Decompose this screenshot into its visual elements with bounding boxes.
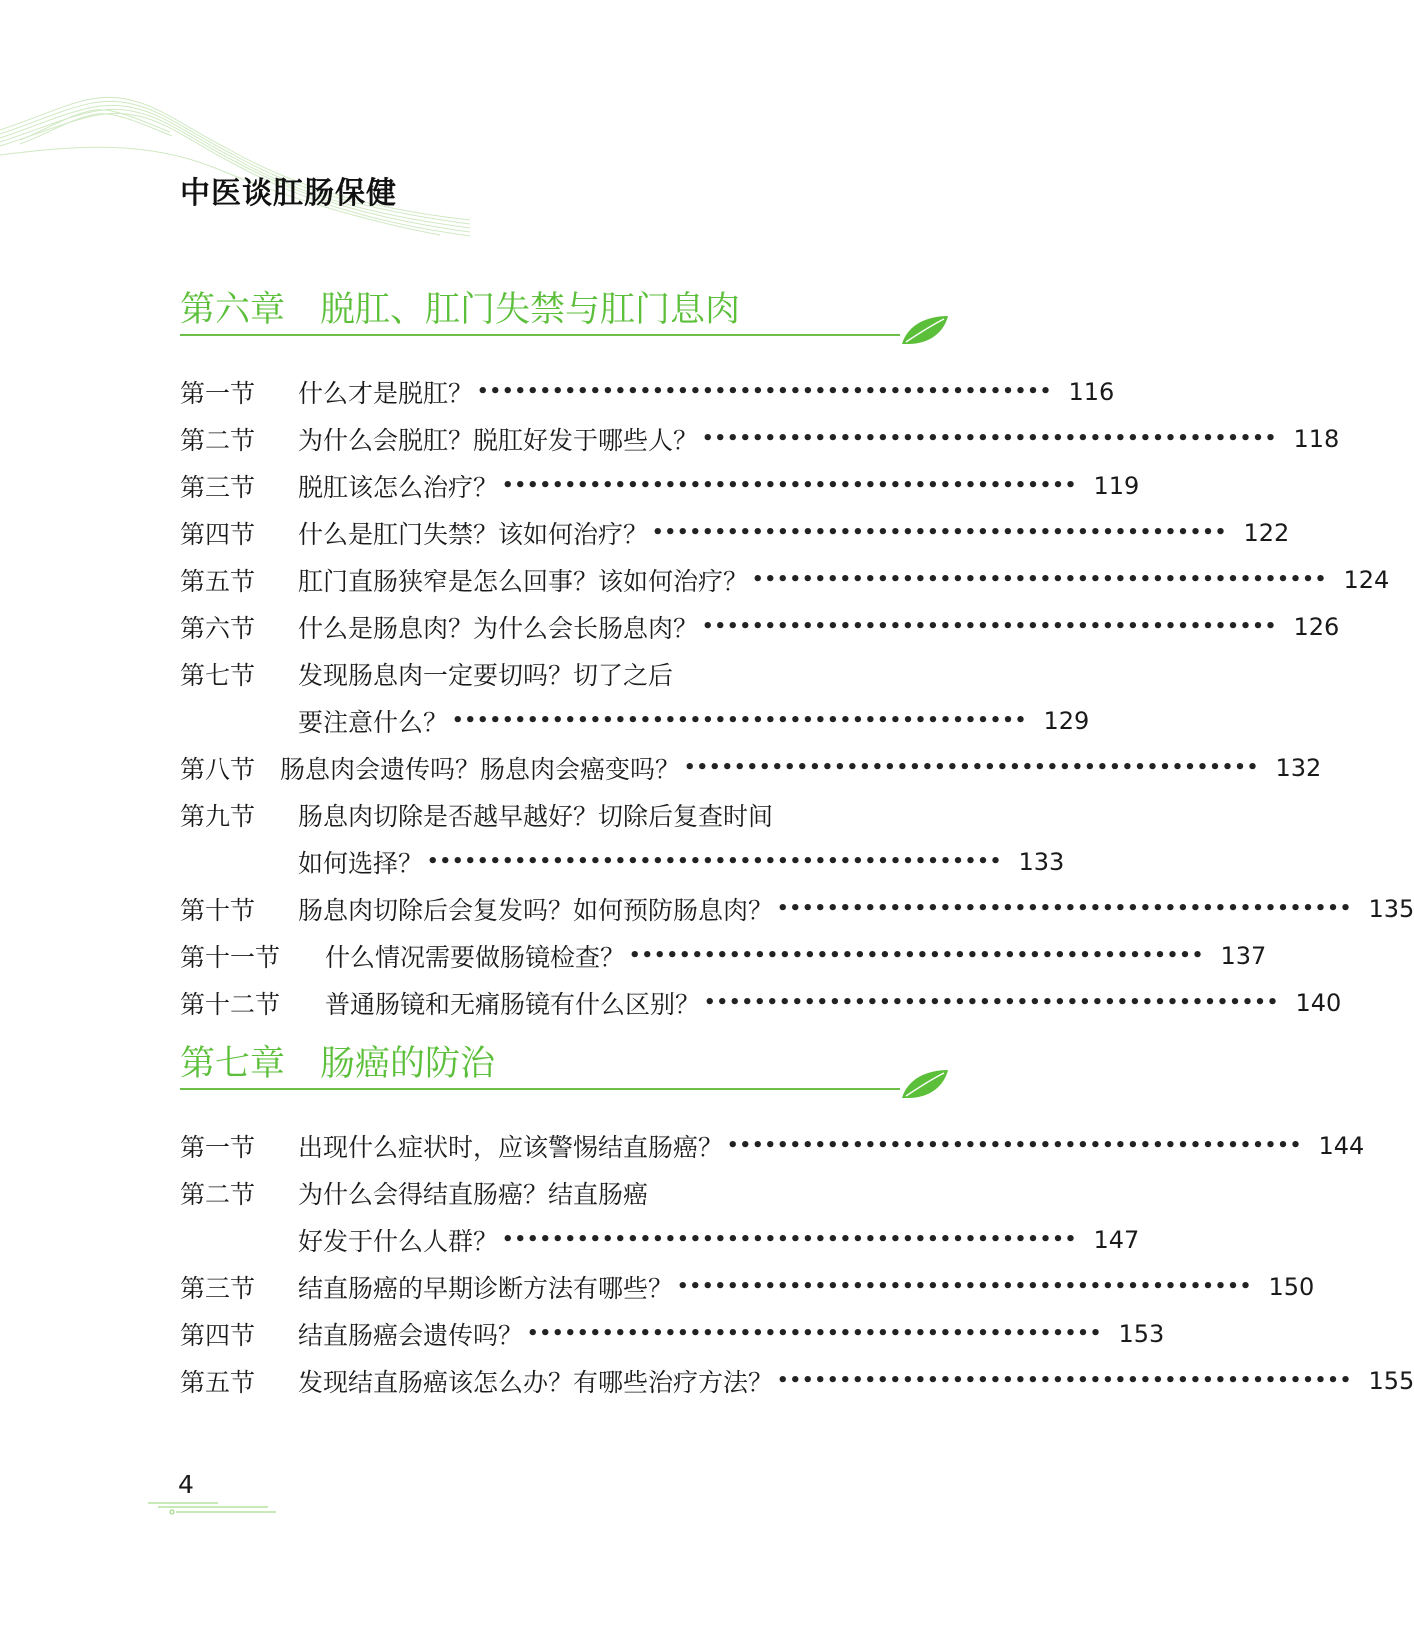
toc-entry[interactable] [180, 650, 950, 697]
toc-entry[interactable] [180, 1122, 1365, 1169]
section-title: 肠息肉切除后会复发吗？如何预防肠息肉？ [298, 895, 774, 925]
section-number: 第十节 [180, 895, 256, 925]
dot-leader: •••••••••••••••••••••••••••••••••••••••••••••• [477, 381, 1053, 402]
section-title: 肠息肉会遗传吗？肠息肉会癌变吗？ [280, 754, 681, 784]
section-title: 什么才是脱肛？ [298, 378, 474, 408]
section-title: 普通肠镜和无痛肠镜有什么区别？ [325, 989, 701, 1019]
dot-leader: •••••••••••••••••••••••••••••••••••••••••••••• [702, 616, 1278, 637]
section-title: 肠息肉切除是否越早越好？切除后复查时间 [298, 801, 774, 831]
section-title: 肛门直肠狭窄是怎么回事？该如何治疗？ [298, 566, 749, 596]
section-number: 第九节 [180, 801, 256, 831]
dot-leader: •••••••••••••••••••••••••••••••••••••••••••••• [502, 1229, 1078, 1250]
chapter-6-section [180, 282, 1414, 1026]
chapter-heading [180, 1036, 950, 1108]
toc-entry[interactable] [180, 462, 1140, 509]
toc-entry[interactable] [180, 556, 1390, 603]
page-ref: 126 [1293, 612, 1340, 641]
toc-entry-continued[interactable] [180, 697, 1090, 744]
toc-entry-continued[interactable] [180, 838, 1065, 885]
dot-leader: •••••••••••••••••••••••••••••••••••••••••••••• [629, 945, 1205, 966]
toc-entry[interactable] [180, 368, 1115, 415]
leaf-icon [900, 1066, 950, 1102]
dot-leader: •••••••••••••••••••••••••••••••••••••••••••••• [677, 1276, 1253, 1297]
dot-leader: •••••••••••••••••••••••••••••••••••••••••••••• [704, 992, 1280, 1013]
dot-leader: •••••••••••••••••••••••••••••••••••••••••••••• [702, 428, 1278, 449]
section-title: 如何选择？ [298, 848, 424, 878]
toc-entry[interactable] [180, 885, 1414, 932]
section-number: 第五节 [180, 566, 256, 596]
toc-entry[interactable] [180, 744, 1322, 791]
section-title: 出现什么症状时，应该警惕结直肠癌？ [298, 1132, 724, 1162]
section-title: 发现肠息肉一定要切吗？切了之后 [298, 660, 674, 690]
page-ref: 133 [1018, 847, 1065, 876]
page-ref: 147 [1093, 1225, 1140, 1254]
toc-entry[interactable] [180, 979, 1342, 1026]
toc-list [180, 1122, 1414, 1404]
section-number: 第一节 [180, 1132, 256, 1162]
section-number: 第二节 [180, 1179, 256, 1209]
dot-leader: •••••••••••••••••••••••••••••••••••••••••••••• [452, 710, 1028, 731]
toc-entry[interactable] [180, 1263, 1315, 1310]
page-ref: 155 [1368, 1366, 1414, 1395]
section-title: 脱肛该怎么治疗？ [298, 472, 499, 502]
toc-list [180, 368, 1414, 1026]
page-ref: 119 [1093, 471, 1140, 500]
footer-line-decoration [148, 1497, 278, 1517]
page-ref: 132 [1275, 753, 1322, 782]
toc-entry[interactable] [180, 1357, 1414, 1404]
chapter-name: 肠癌的防治 [320, 1044, 496, 1084]
section-number: 第六节 [180, 613, 256, 643]
chapter-underline [180, 1088, 900, 1090]
chapter-title [180, 1036, 495, 1086]
toc-entry[interactable] [180, 603, 1340, 650]
chapter-title [180, 282, 740, 332]
toc-entry[interactable] [180, 1169, 950, 1216]
page-ref: 116 [1068, 377, 1115, 406]
chapter-7-section [180, 1036, 1414, 1404]
section-title: 为什么会脱肛？脱肛好发于哪些人？ [298, 425, 699, 455]
section-number: 第十一节 [180, 942, 281, 972]
section-title: 什么是肛门失禁？该如何治疗？ [298, 519, 649, 549]
page-ref: 129 [1043, 706, 1090, 735]
section-number: 第四节 [180, 519, 256, 549]
page-number: 4 [178, 1470, 194, 1499]
chapter-heading [180, 282, 950, 354]
toc-entry[interactable] [180, 509, 1290, 556]
dot-leader: •••••••••••••••••••••••••••••••••••••••••••••• [427, 851, 1003, 872]
dot-leader: •••••••••••••••••••••••••••••••••••••••••••••• [727, 1135, 1303, 1156]
toc-entry[interactable] [180, 932, 1267, 979]
chapter-underline [180, 334, 900, 336]
dot-leader: •••••••••••••••••••••••••••••••••••••••••••••• [502, 475, 1078, 496]
dot-leader: •••••••••••••••••••••••••••••••••••••••••••••• [684, 757, 1260, 778]
section-title: 好发于什么人群？ [298, 1226, 499, 1256]
page-ref: 150 [1268, 1272, 1315, 1301]
section-number: 第一节 [180, 378, 256, 408]
section-number: 第四节 [180, 1320, 256, 1350]
section-number: 第三节 [180, 1273, 256, 1303]
section-number: 第五节 [180, 1367, 256, 1397]
dot-leader: •••••••••••••••••••••••••••••••••••••••••••••• [527, 1323, 1103, 1344]
section-title: 发现结直肠癌该怎么办？有哪些治疗方法？ [298, 1367, 774, 1397]
section-number: 第三节 [180, 472, 256, 502]
chapter-name: 脱肛、肛门失禁与肛门息肉 [320, 290, 741, 330]
dot-leader: •••••••••••••••••••••••••••••••••••••••••••••• [777, 898, 1353, 919]
section-title: 什么情况需要做肠镜检查？ [325, 942, 626, 972]
section-title: 什么是肠息肉？为什么会长肠息肉？ [298, 613, 699, 643]
page-ref: 137 [1220, 941, 1267, 970]
toc-entry[interactable] [180, 415, 1340, 462]
page-ref: 144 [1318, 1131, 1365, 1160]
section-number: 第七节 [180, 660, 256, 690]
chapter-number: 第七章 [180, 1044, 286, 1084]
dot-leader: •••••••••••••••••••••••••••••••••••••••••••••• [652, 522, 1228, 543]
chapter-number: 第六章 [180, 290, 286, 330]
mountain-wave-decoration [0, 70, 480, 240]
page-ref: 153 [1118, 1319, 1165, 1348]
leaf-icon [900, 312, 950, 348]
toc-entry[interactable] [180, 791, 950, 838]
dot-leader: •••••••••••••••••••••••••••••••••••••••••••••• [752, 569, 1328, 590]
section-title: 为什么会得结直肠癌？结直肠癌 [298, 1179, 649, 1209]
page-ref: 135 [1368, 894, 1414, 923]
page-ref: 140 [1295, 988, 1342, 1017]
page-ref: 118 [1293, 424, 1340, 453]
section-title: 结直肠癌的早期诊断方法有哪些？ [298, 1273, 674, 1303]
section-title: 结直肠癌会遗传吗？ [298, 1320, 524, 1350]
page-ref: 124 [1343, 565, 1390, 594]
book-title: 中医谈肛肠保健 [180, 176, 397, 211]
section-title: 要注意什么？ [298, 707, 449, 737]
section-number: 第十二节 [180, 989, 281, 1019]
toc-entry[interactable] [180, 1310, 1165, 1357]
toc-entry-continued[interactable] [180, 1216, 1140, 1263]
section-number: 第二节 [180, 425, 256, 455]
dot-leader: •••••••••••••••••••••••••••••••••••••••••••••• [777, 1370, 1353, 1391]
page-ref: 122 [1243, 518, 1290, 547]
section-number: 第八节 [180, 754, 256, 784]
